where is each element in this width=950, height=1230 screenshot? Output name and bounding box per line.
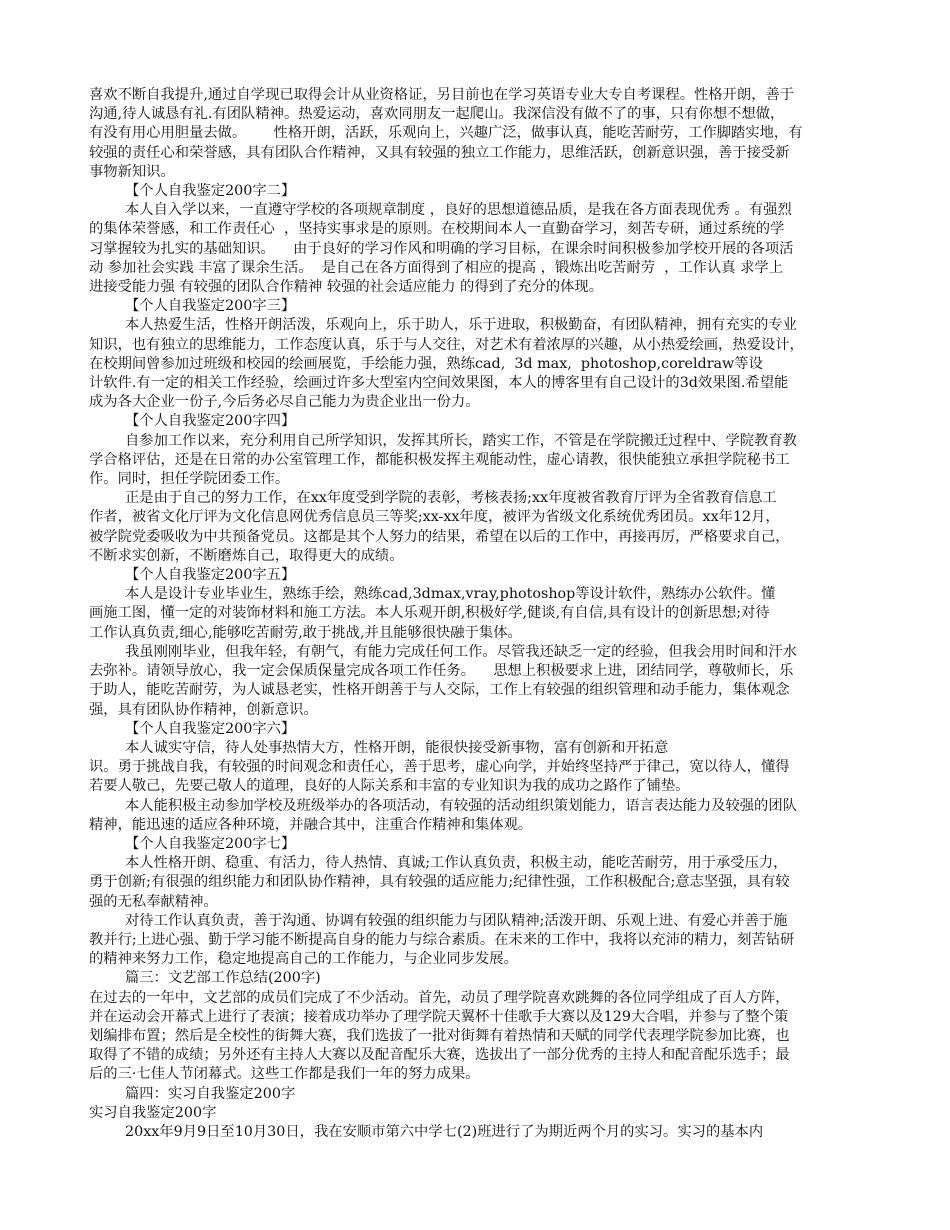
text-line: 我虽刚刚毕业，但我年轻，有朝气，有能力完成任何工作。尽管我还缺乏一定的经验，但我会用时间和汗水 [125,643,797,660]
text-line: 知识，也有独立的思维能力，工作态度认真，乐于与人交往，对艺术有着浓厚的兴趣，从小热爱绘画，热爱设计， [89,336,804,353]
section-heading: 【个人自我鉴定200字二】 [125,183,296,200]
text-line: 本人自入学以来，一直遵守学校的各项规章制度 ，良好的思想道德品质，是我在各方面表现优秀 。有强烈 [125,202,792,219]
text-line: 去弥补。请领导放心，我一定会保质保量完成各项工作任务。 思想上积极要求上进，团结同学，尊敬师长，乐 [89,663,794,680]
text-line: 本人是设计专业毕业生，熟练手绘，熟练cad,3dmax,vray,photoshop等设计软件，熟练办公软件。懂 [125,586,776,603]
section-heading: 篇三：文艺部工作总结(200字) [125,970,321,987]
text-line: 正是由于自己的努力工作，在xx年度受到学院的表彰，考核表扬;xx年度被省教育厅评为全省教育信息工 [125,490,777,507]
text-line: 工作认真负责,细心,能够吃苦耐劳,敢于挑战,并且能够很快融于集体。 [89,624,522,641]
text-line: 本人诚实守信，待人处事热情大方，性格开朗，能很快接受新事物，富有创新和开拓意 [125,739,669,756]
text-line: 的集体荣誉感，和工作责任心 ，坚持实事求是的原则。在校期间本人一直勤奋学习，刻苦专研，通过系统的学 [89,221,785,238]
text-line: 计软件.有一定的相关工作经验，绘画过许多大型室内空间效果图，本人的博客里有自己设计的3d效果图.希望能 [89,375,789,392]
text-line: 沟通,待人诚恳有礼.有团队精神。热爱运动，喜欢同朋友一起爬山。我深信没有做不了的事，只有你想不想做， [89,106,785,123]
text-line: 动 参加社会实践 丰富了课余生活。 是自己在各方面得到了相应的提高 ，锻炼出吃苦耐劳 ，工作认真 求学上 [89,259,784,276]
document-body [89,86,862,1142]
text-line: 在校期间曾参加过班级和校园的绘画展览，手绘能力强，熟练cad, 3d max, photoshop,coreldraw等设 [89,355,763,372]
text-line: 较强的责任心和荣誉感，具有团队合作精神，又具有较强的独立工作能力，思维活跃，创新意识强，善于接受新 [89,144,790,161]
text-line: 实习自我鉴定200字 [89,1104,217,1121]
text-line: 强，具有团队协作精神，创新意识。 [89,701,318,718]
text-line: 并在运动会开幕式上进行了表演；接着成功举办了理学院天翼杯十佳歌手大赛以及129大合唱，并参与了整个策 [89,1008,789,1025]
text-line: 在过去的一年中，文艺部的成员们完成了不少活动。首先，动员了理学院喜欢跳舞的各位同学组成了百人方阵， [89,989,790,1006]
section-heading: 【个人自我鉴定200字四】 [125,413,296,430]
text-line: 作者，被省文化厅评为文化信息网优秀信息员三等奖;xx-xx年度，被评为省级文化系统优秀团员。xx年12月， [89,509,780,526]
text-line: 划编排布置；然后是全校性的街舞大赛，我们选拔了一批对街舞有着热情和天赋的同学代表理学院参加比赛，也 [89,1027,790,1044]
text-line: 喜欢不断自我提升,通过自学现已取得会计从业资格证，另目前也在学习英语专业大专自考课程。性格开朗，善于 [89,87,795,103]
text-line: 本人热爱生活，性格开朗活泼，乐观向上，乐于助人，乐于进取，积极勤奋，有团队精神，拥有充实的专业 [125,317,797,334]
text-line: 识。勇于挑战自我，有较强的时间观念和责任心，善于思考，虚心向学，并始终坚持严于律己，宽以待人，懂得 [89,759,790,776]
text-line: 对待工作认真负责，善于沟通、协调有较强的组织能力与团队精神;活泼开朗、乐观上进、有爱心并善于施 [125,912,788,929]
section-heading: 【个人自我鉴定200字七】 [125,835,296,852]
text-line: 画施工图，懂一定的对装饰材料和施工方法。本人乐观开朗,积极好学,健谈,有自信,具有设计的创新思想;对待 [89,605,770,622]
text-line: 自参加工作以来，充分利用自己所学知识，发挥其所长，踏实工作，不管是在学院搬迁过程中、学院教育教 [125,432,797,449]
text-line: 事物新知识。 [89,163,175,180]
text-line: 不断求实创新，不断磨炼自己，取得更大的成绩。 [89,547,404,564]
text-line: 精神，能迅速的适应各种环境，并融合其中，注重合作精神和集体观。 [89,816,533,833]
text-line: 进接受能力强 有较强的团队合作精神 较强的社会适应能力 的得到了充分的体现。 [89,279,604,296]
text-line: 被学院党委吸收为中共预备党员。这都是其个人努力的结果，希望在以后的工作中，再接再厉，严格要求自己， [89,528,790,545]
text-line: 强的无私奉献精神。 [89,893,218,910]
text-line: 勇于创新;有很强的组织能力和团队协作精神，具有较强的适应能力;纪律性强，工作积极配合;意志坚强，具有较 [89,874,790,891]
text-line: 作。同时，担任学院团委工作。 [89,471,290,488]
text-line: 后的三·七佳人节闭幕式。这些工作都是我们一年的努力成果。 [89,1066,480,1083]
text-line: 本人能积极主动参加学校及班级举办的各项活动，有较强的活动组织策划能力，语言表达能力及较强的团队 [125,797,797,814]
section-heading: 【个人自我鉴定200字六】 [125,720,296,737]
section-heading: 【个人自我鉴定200字五】 [125,567,296,584]
text-line: 学合格评估，还是在日常的办公室管理工作，都能积极发挥主观能动性，虚心请教，很快能独立承担学院秘书工 [89,451,790,468]
text-line: 于助人，能吃苦耐劳，为人诚恳老实，性格开朗善于与人交际，工作上有较强的组织管理和动手能力，集体观念 [89,682,790,699]
text-line: 有没有用心用胆量去做。 性格开朗，活跃，乐观向上，兴趣广泛，做事认真，能吃苦耐劳，工作脚踏实地，有 [89,125,803,142]
text-line: 取得了不错的成绩；另外还有主持人大赛以及配音配乐大赛，选拔出了一部分优秀的主持人和配音配乐选手；最 [89,1047,790,1064]
text-line: 若要人敬己，先要己敬人的道理，良好的人际关系和丰富的专业知识为我的成功之路作了铺垫。 [89,778,690,795]
text-line: 习掌握较为扎实的基础知识。 由于良好的学习作风和明确的学习目标，在课余时间积极参加学校开展的各项活 [89,240,794,257]
text-line: 的精神来努力工作，稳定地提高自己的工作能力，与企业同步发展。 [89,951,518,968]
text-line: 教并行;上进心强、勤于学习能不断提高自身的能力与综合素质。在未来的工作中，我将以充沛的精力，刻苦钻研 [89,931,795,948]
text-line: 20xx年9月9日至10月30日，我在安顺市第六中学七(2)班进行了为期近两个月的实习。实习的基本内 [125,1123,764,1140]
text-line: 成为各大企业一份子,今后务必尽自己能力为贵企业出一份力。 [89,394,480,411]
section-heading: 篇四：实习自我鉴定200字 [125,1085,296,1102]
text-line: 本人性格开朗、稳重、有活力，待人热情、真诚;工作认真负责，积极主动，能吃苦耐劳，用于承受压力， [125,855,788,872]
section-heading: 【个人自我鉴定200字三】 [125,298,296,315]
